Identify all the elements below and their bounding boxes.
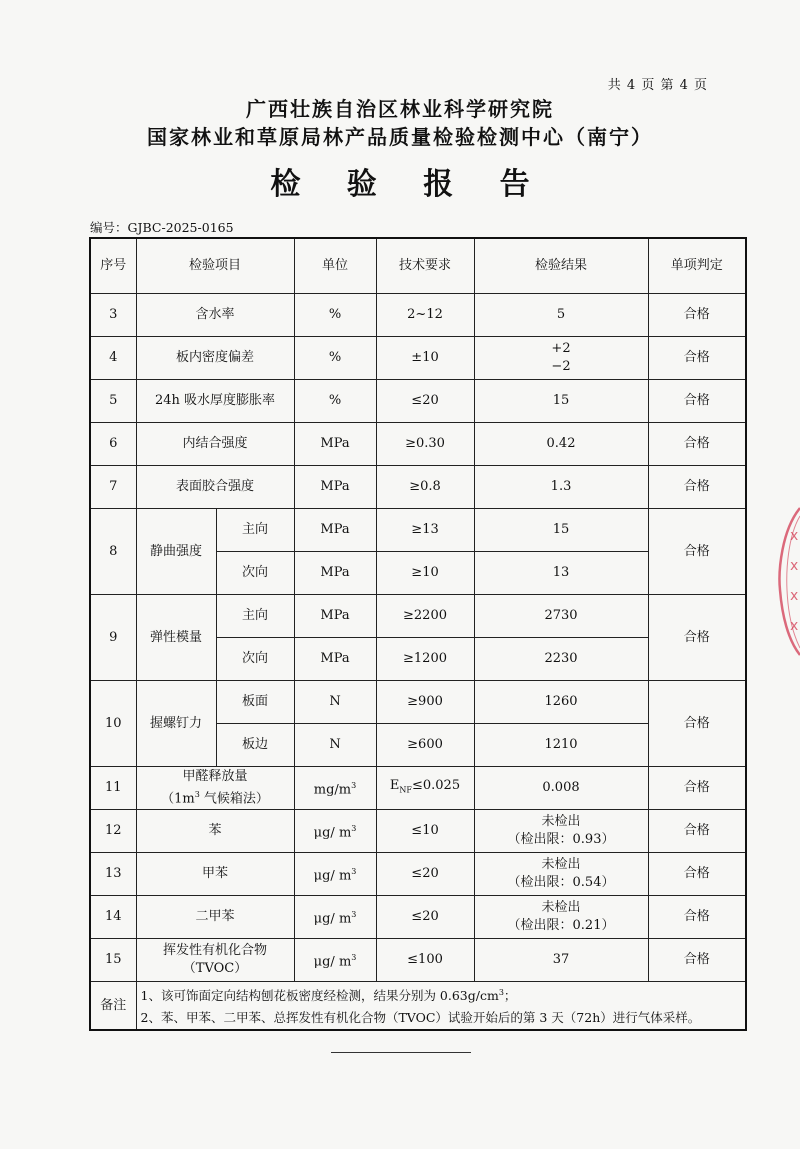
requirement: ≥2200: [376, 595, 474, 638]
table-row: [90, 380, 746, 423]
unit: MPa: [294, 509, 376, 552]
result-lower: （检出限：0.93）: [507, 832, 615, 847]
institution-name-line1: 广西壮族自治区林业科学研究院: [246, 97, 554, 121]
unit: MPa: [294, 638, 376, 681]
result-lower: （检出限：0.54）: [507, 875, 615, 890]
test-item: 苯: [136, 810, 294, 853]
result-upper: +2: [551, 341, 571, 356]
requirement: ≥600: [376, 724, 474, 767]
judgement: 合格: [648, 853, 746, 896]
sub-item: 板面: [216, 681, 294, 724]
header-cell: 单位: [294, 238, 376, 294]
header-cell: 技术要求: [376, 238, 474, 294]
requirement: ≥0.8: [376, 466, 474, 509]
table-row: [90, 853, 746, 896]
requirement: ≤10: [376, 810, 474, 853]
test-item: 握螺钉力: [136, 681, 216, 767]
row-number: 12: [90, 810, 136, 853]
unit: %: [294, 294, 376, 337]
row-number: 4: [90, 337, 136, 380]
row-number: 9: [90, 595, 136, 681]
seal-stamp-fragment: [764, 500, 800, 660]
result-lower: （检出限：0.21）: [507, 918, 615, 933]
test-item: [136, 939, 294, 982]
requirement: ±10: [376, 337, 474, 380]
svg-text:ⅹ: ⅹ: [790, 558, 799, 574]
judgement: 合格: [648, 595, 746, 681]
unit: [294, 810, 376, 853]
row-number: 3: [90, 294, 136, 337]
requirement: ≥10: [376, 552, 474, 595]
requirement: ≥1200: [376, 638, 474, 681]
test-item: 二甲苯: [136, 896, 294, 939]
unit: MPa: [294, 423, 376, 466]
test-item: 弹性模量: [136, 595, 216, 681]
note-text: 1、该可饰面定向结构刨花板密度经检测，结果分别为 0.63g/cm: [140, 988, 499, 1004]
inspection-table: [89, 237, 747, 1031]
header-cell: 检验结果: [474, 238, 648, 294]
result: [474, 853, 648, 896]
sub-item: 主向: [216, 595, 294, 638]
unit: MPa: [294, 466, 376, 509]
note-line-2: 2、苯、甲苯、二甲苯、总挥发性有机化合物（TVOC）试验开始后的第 3 天（72h）进行气体采样。: [140, 1010, 701, 1026]
header-cell: 序号: [90, 238, 136, 294]
result: 1.3: [474, 466, 648, 509]
judgement: 合格: [648, 939, 746, 982]
judgement: 合格: [648, 681, 746, 767]
result-upper: 未检出: [541, 857, 581, 872]
test-item-line1: 甲醛释放量: [182, 768, 248, 784]
requirement: ≤20: [376, 380, 474, 423]
test-item: 板内密度偏差: [136, 337, 294, 380]
requirement-text: E: [389, 777, 400, 793]
unit-text: μg/ m: [313, 911, 352, 927]
sub-item: 主向: [216, 509, 294, 552]
unit: [294, 853, 376, 896]
unit: [294, 896, 376, 939]
unit: [294, 767, 376, 810]
result: 37: [474, 939, 648, 982]
header-cell: 单项判定: [648, 238, 746, 294]
superscript: 3: [351, 780, 357, 790]
test-item-text: （1m: [161, 791, 195, 807]
header-cell: 检验项目: [136, 238, 294, 294]
row-number: 11: [90, 767, 136, 810]
unit: [294, 939, 376, 982]
result: 1260: [474, 681, 648, 724]
unit-text: mg/m: [313, 782, 352, 798]
sub-item: 次向: [216, 638, 294, 681]
unit-text: μg/ m: [313, 954, 352, 970]
notes-label: 备注: [90, 982, 136, 1031]
result: [474, 810, 648, 853]
table-row: [90, 939, 746, 982]
sub-item: 板边: [216, 724, 294, 767]
result: 5: [474, 294, 648, 337]
requirement: ≤100: [376, 939, 474, 982]
row-number: 6: [90, 423, 136, 466]
test-item: 静曲强度: [136, 509, 216, 595]
result-lower: −2: [551, 359, 571, 374]
requirement: ≤20: [376, 896, 474, 939]
result: 2730: [474, 595, 648, 638]
test-item: 甲苯: [136, 853, 294, 896]
judgement: 合格: [648, 294, 746, 337]
result: 0.008: [474, 767, 648, 810]
superscript: 3: [351, 952, 357, 962]
table-row: [90, 294, 746, 337]
result: 1210: [474, 724, 648, 767]
test-item: 含水率: [136, 294, 294, 337]
note-line-1: [141, 982, 746, 1007]
result: [474, 337, 648, 380]
title-block: [0, 95, 800, 203]
unit: N: [294, 724, 376, 767]
superscript: 3: [351, 909, 357, 919]
judgement: 合格: [648, 337, 746, 380]
unit: MPa: [294, 595, 376, 638]
superscript: 3: [351, 823, 357, 833]
unit-text: μg/ m: [313, 868, 352, 884]
superscript: 3: [351, 866, 357, 876]
requirement: ≥0.30: [376, 423, 474, 466]
notes-row: [90, 982, 746, 1031]
unit: N: [294, 681, 376, 724]
row-number: 10: [90, 681, 136, 767]
judgement: 合格: [648, 509, 746, 595]
result: 15: [474, 380, 648, 423]
table-row: [90, 337, 746, 380]
requirement: [376, 767, 474, 810]
judgement: 合格: [648, 466, 746, 509]
footer-divider: [331, 1052, 471, 1053]
judgement: 合格: [648, 423, 746, 466]
unit: MPa: [294, 552, 376, 595]
test-item: 表面胶合强度: [136, 466, 294, 509]
requirement: ≥900: [376, 681, 474, 724]
seal-stamp-icon: [764, 500, 800, 660]
test-item-line1: 挥发性有机化合物: [163, 943, 268, 958]
superscript: 3: [498, 988, 504, 997]
sub-item: 次向: [216, 552, 294, 595]
judgement: 合格: [648, 896, 746, 939]
table-row: [90, 509, 746, 552]
page-counter: 共 4 页 第 4 页: [607, 78, 708, 93]
requirement: 2~12: [376, 294, 474, 337]
institution-name-line2: 国家林业和草原局林产品质量检验检测中心（南宁）: [147, 125, 653, 149]
svg-text:ⅹ: ⅹ: [790, 588, 799, 604]
table-row: [90, 767, 746, 810]
result: 13: [474, 552, 648, 595]
test-item-line2: [137, 786, 294, 808]
table-header-row: [90, 238, 746, 294]
unit: %: [294, 380, 376, 423]
note-text: ；: [503, 988, 517, 1004]
row-number: 14: [90, 896, 136, 939]
test-item: 内结合强度: [136, 423, 294, 466]
svg-text:ⅹ: ⅹ: [790, 528, 799, 544]
row-number: 15: [90, 939, 136, 982]
table-row: [90, 466, 746, 509]
table-row: [90, 595, 746, 638]
subscript: NF: [399, 785, 412, 795]
svg-text:ⅹ: ⅹ: [790, 618, 799, 634]
row-number: 8: [90, 509, 136, 595]
test-item: [136, 767, 294, 810]
row-number: 13: [90, 853, 136, 896]
unit: %: [294, 337, 376, 380]
test-item-text: 气候箱法）: [199, 791, 269, 807]
judgement: 合格: [648, 767, 746, 810]
notes-content: [136, 982, 746, 1031]
judgement: 合格: [648, 380, 746, 423]
superscript: 3: [194, 789, 200, 799]
requirement: ≤20: [376, 853, 474, 896]
table-row: [90, 681, 746, 724]
test-item-line2: （TVOC）: [182, 961, 248, 976]
table-row: [90, 810, 746, 853]
result: [474, 896, 648, 939]
requirement: ≥13: [376, 509, 474, 552]
test-item: 24h 吸水厚度膨胀率: [136, 380, 294, 423]
requirement-text: ≤0.025: [411, 777, 461, 793]
row-number: 7: [90, 466, 136, 509]
result-upper: 未检出: [541, 900, 581, 915]
judgement: 合格: [648, 810, 746, 853]
report-number: 编号：GJBC-2025-0165: [90, 220, 234, 235]
table-row: [90, 896, 746, 939]
result-upper: 未检出: [541, 814, 581, 829]
unit-text: μg/ m: [313, 825, 352, 841]
row-number: 5: [90, 380, 136, 423]
report-title: 检 验 报 告: [270, 167, 548, 202]
table-row: [90, 423, 746, 466]
result: 0.42: [474, 423, 648, 466]
result: 15: [474, 509, 648, 552]
result: 2230: [474, 638, 648, 681]
